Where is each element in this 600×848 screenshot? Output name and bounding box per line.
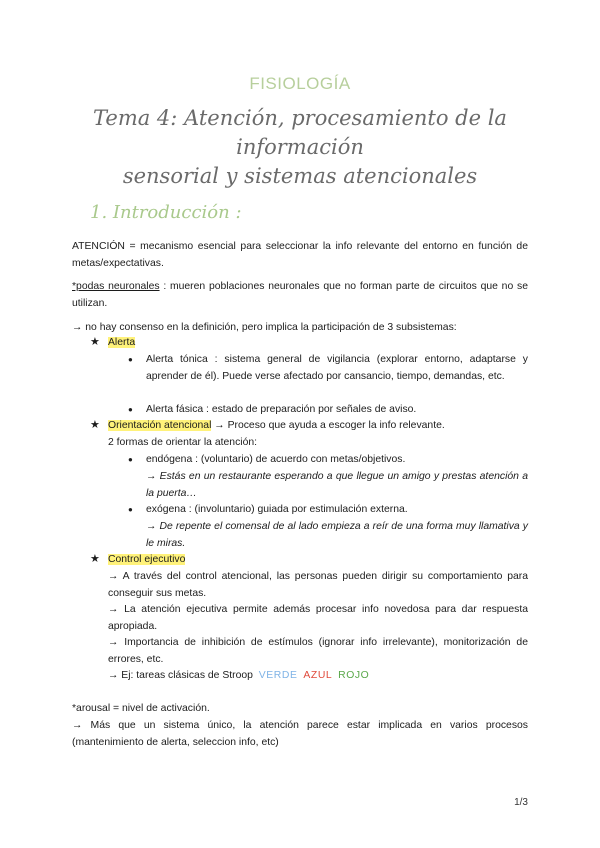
title-line-2: sensorial y sistemas atencionales: [122, 164, 478, 188]
dot-bullet-icon: ●: [128, 355, 133, 364]
page-title: [40, 104, 560, 191]
stroop-intro: → Ej: tareas clásicas de Stroop: [108, 670, 253, 681]
atencion-definition: ATENCIÓN = mecanismo esencial para seleccionar la info relevante del entorno en función de metas/expectativas.: [72, 241, 528, 269]
control-point-2: → La atención ejecutiva permite además procesar info novedosa para dar respuesta apropiada.: [108, 604, 528, 632]
orientacion-formas: 2 formas de orientar la atención:: [108, 437, 258, 448]
stroop-word: ROJO: [338, 670, 370, 681]
exogena-line: exógena : (involuntario) guiada por estimulación externa.: [146, 504, 408, 515]
star-bullet-icon: ★: [90, 336, 100, 348]
section-heading: 1. Introducción :: [90, 202, 242, 223]
control-label: Control ejecutivo: [108, 554, 186, 565]
stroop-word: VERDE: [258, 670, 298, 681]
orientacion-label: Orientación atencional: [108, 420, 212, 431]
endogena-example: → Estás en un restaurante esperando a que llegue un amigo y prestas atención a la puerta…: [146, 471, 528, 499]
dot-bullet-icon: ●: [128, 505, 133, 514]
control-point-1: → A través del control atencional, las personas pueden dirigir su comportamiento para conseguir sus metas.: [108, 571, 528, 599]
page-number: 1/3: [514, 797, 528, 808]
stroop-line: [108, 667, 369, 684]
orientacion-line: [108, 417, 445, 434]
mas-que-note: → Más que un sistema único, la atención parece estar implicada en varios procesos (mantenimiento de alerta, seleccion info, etc): [72, 720, 528, 748]
star-bullet-icon: ★: [90, 553, 100, 565]
title-line-1: Tema 4: Atención, procesamiento de la información: [93, 106, 507, 159]
star-bullet-icon: ★: [90, 419, 100, 431]
arousal-note: *arousal = nivel de activación.: [72, 703, 210, 714]
stroop-word: AZUL: [303, 670, 333, 681]
podas-text: : mueren poblaciones neuronales que no forman parte de circuitos que no se utilizan.: [72, 281, 528, 309]
alerta-tonica: Alerta tónica : sistema general de vigilancia (explorar entorno, adaptarse y aprender de él). Puede verse afectado por cansancio, tiempo, demandas, etc.: [146, 354, 528, 382]
alerta-label: Alerta: [108, 337, 136, 348]
exogena-example: → De repente el comensal de al lado empieza a reír de una forma muy llamativa y le miras.: [146, 521, 528, 549]
control-point-3: → Importancia de inhibición de estímulos (ignorar info irrelevante), monitorización de errores, etc.: [108, 637, 528, 665]
podas-paragraph: [72, 278, 528, 312]
alerta-fasica: Alerta fásica : estado de preparación por señales de aviso.: [146, 404, 417, 415]
podas-term: *podas neuronales: [72, 281, 160, 292]
subject-header: FISIOLOGÍA: [249, 74, 351, 93]
dot-bullet-icon: ●: [128, 405, 133, 414]
orientacion-desc: → Proceso que ayuda a escoger la info relevante.: [211, 420, 445, 431]
dot-bullet-icon: ●: [128, 455, 133, 464]
consenso-line: → no hay consenso en la definición, pero implica la participación de 3 subsistemas:: [72, 322, 457, 333]
endogena-line: endógena : (voluntario) de acuerdo con metas/objetivos.: [146, 454, 406, 465]
